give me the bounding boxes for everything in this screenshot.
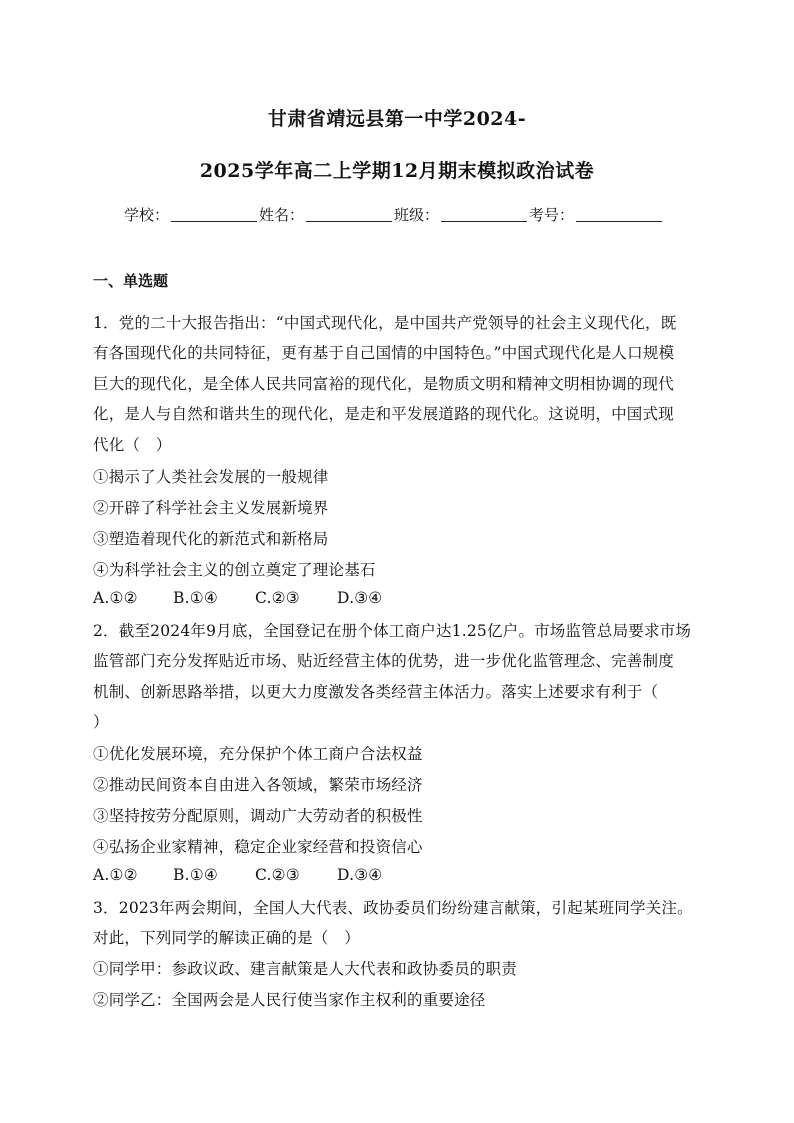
q2-option-b[interactable]: B.①④ [173, 866, 218, 884]
q1-stem-line: 代化（ ） [93, 436, 172, 454]
q2-options [93, 866, 382, 884]
q1-item: ④为科学社会主义的创立奠定了理论基石 [93, 561, 376, 579]
q2-item: ②推动民间资本自由进入各领域，繁荣市场经济 [93, 776, 423, 794]
q1-option-c[interactable]: C.②③ [255, 589, 300, 607]
q2-item: ③坚持按劳分配原则，调动广大劳动者的积极性 [93, 807, 423, 825]
q1-item: ①揭示了人类社会发展的一般规律 [93, 468, 329, 486]
q2-item: ④弘扬企业家精神，稳定企业家经营和投资信心 [93, 838, 423, 856]
name-blank[interactable] [306, 205, 392, 222]
q1-item: ③塑造着现代化的新范式和新格局 [93, 530, 329, 548]
q1-option-b[interactable]: B.①④ [173, 589, 218, 607]
q1-option-d[interactable]: D.③④ [337, 589, 383, 607]
q3-stem-line: 对此，下列同学的解读正确的是（ ） [93, 929, 360, 947]
exam-number-blank[interactable] [576, 205, 662, 222]
q1-option-a[interactable]: A.①② [93, 589, 138, 607]
q2-stem-line: 机制、创新思路举措，以更大力度激发各类经营主体活力。落实上述要求有利于（ [93, 683, 659, 701]
school-blank[interactable] [171, 205, 257, 222]
name-label: 姓名： [259, 206, 305, 224]
q2-stem-line: 2．截至2024年9月底，全国登记在册个体工商户达1.25亿户。市场监管总局要求市场 [93, 622, 692, 640]
exam-title-line-1: 甘肃省靖远县第一中学2024- [267, 108, 527, 130]
q1-stem-line: 1．党的二十大报告指出：“中国式现代化，是中国共产党领导的社会主义现代化，既 [93, 314, 677, 332]
q1-item: ②开辟了科学社会主义发展新境界 [93, 499, 329, 517]
q2-option-d[interactable]: D.③④ [337, 866, 383, 884]
class-blank[interactable] [441, 205, 527, 222]
student-info-row [124, 204, 664, 225]
q2-item: ①优化发展环境，充分保护个体工商户合法权益 [93, 745, 423, 763]
q2-stem-line: 监管部门充分发挥贴近市场、贴近经营主体的优势，进一步优化监管理念、完善制度 [93, 652, 674, 670]
q3-item: ②同学乙：全国两会是人民行使当家作主权利的重要途径 [93, 991, 486, 1009]
q2-option-c[interactable]: C.②③ [255, 866, 300, 884]
q2-option-a[interactable]: A.①② [93, 866, 138, 884]
exam-title-line-2: 2025学年高二上学期12月期末模拟政治试卷 [199, 160, 595, 182]
class-label: 班级： [394, 206, 440, 224]
exam-number-label: 考号： [529, 206, 575, 224]
q1-stem-line: 有各国现代化的共同特征，更有基于自己国情的中国特色。”中国式现代化是人口规模 [93, 344, 675, 362]
q1-options [93, 589, 382, 607]
q2-stem-line: ） [93, 713, 109, 731]
q1-stem-line: 化，是人与自然和谐共生的现代化，是走和平发展道路的现代化。这说明，中国式现 [93, 405, 674, 423]
school-label: 学校： [124, 206, 170, 224]
q3-item: ①同学甲：参政议政、建言献策是人大代表和政协委员的职责 [93, 960, 517, 978]
section-heading: 一、单选题 [93, 272, 169, 290]
q3-stem-line: 3．2023年两会期间，全国人大代表、政协委员们纷纷建言献策，引起某班同学关注。 [93, 899, 693, 917]
q1-stem-line: 巨大的现代化，是全体人民共同富裕的现代化，是物质文明和精神文明相协调的现代 [93, 375, 674, 393]
